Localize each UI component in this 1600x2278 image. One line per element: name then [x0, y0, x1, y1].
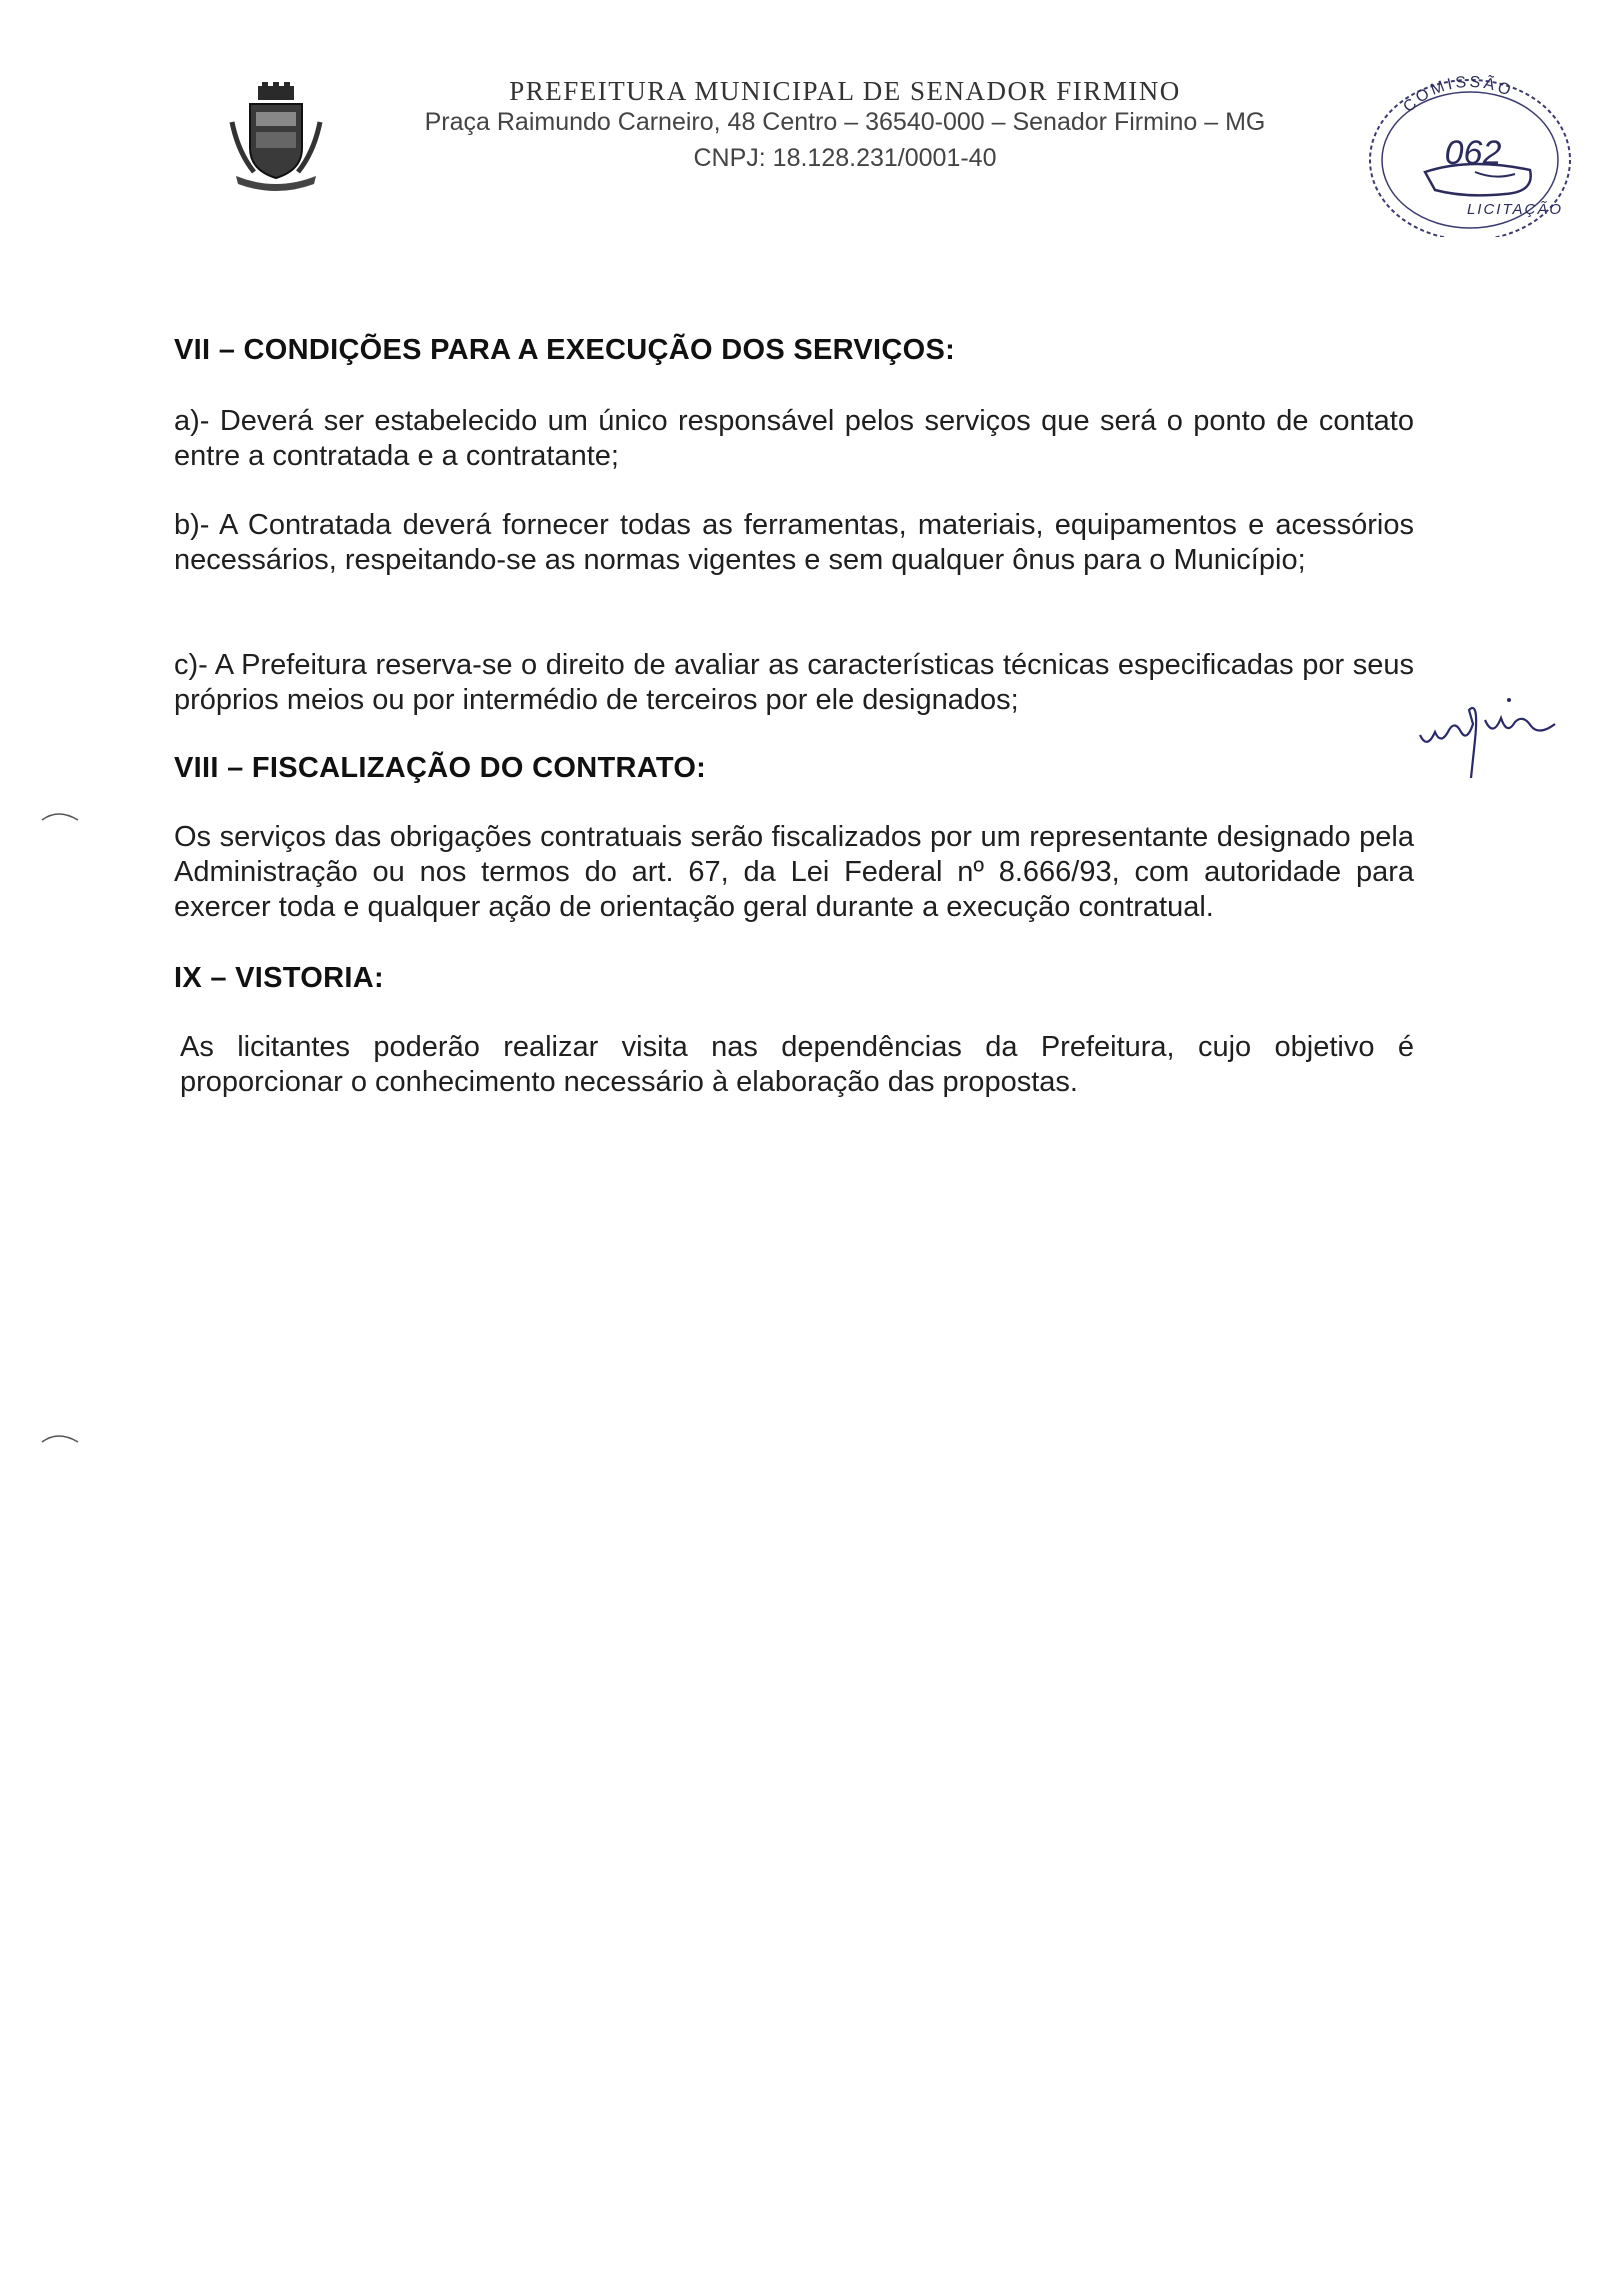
scan-mark: [40, 806, 80, 826]
handwritten-initials: [1415, 680, 1565, 780]
section-heading-vii: VII – CONDIÇÕES PARA A EXECUÇÃO DOS SERVIÇOS:: [174, 334, 956, 366]
paragraph-ix: As licitantes poderão realizar visita nas dependências da Prefeitura, cujo objetivo é proporcionar o conhecimento necessário à elaboração das propostas.: [180, 1031, 1414, 1098]
section-heading-ix: IX – VISTORIA:: [174, 962, 384, 994]
stamp-number: 062: [1444, 134, 1502, 172]
section-heading-viii: VIII – FISCALIZAÇÃO DO CONTRATO:: [174, 752, 707, 784]
stamp-arc-text: COMISSÃO: [1400, 73, 1516, 116]
paragraph-vii-b: b)- A Contratada deverá fornecer todas as ferramentas, materiais, equipamentos e acessórios necessários, respeitando-se as normas vigentes e sem qualquer ônus para o Município;: [174, 509, 1414, 576]
scan-mark: [40, 1428, 80, 1448]
stamp-bottom-text: LICITAÇÃO: [1466, 201, 1564, 218]
paragraph-vii-c: c)- A Prefeitura reserva-se o direito de avaliar as características técnicas especificadas por seus próprios meios ou por intermédio de terceiros por ele designados;: [174, 649, 1414, 716]
paragraph-viii: Os serviços das obrigações contratuais serão fiscalizados por um representante designado pela Administração ou nos termos do art. 67, da Lei Federal nº 8.666/93, com autoridade para exercer toda e qualquer ação de orientação geral durante a execução contratual.: [174, 821, 1414, 923]
svg-text:COMISSÃO: [1400, 72, 1516, 116]
commission-stamp: [1355, 62, 1585, 237]
header-address: Praça Raimundo Carneiro, 48 Centro – 36540-000 – Senador Firmino – MG: [424, 108, 1266, 136]
municipal-crest-icon: [228, 82, 324, 192]
header-organization: PREFEITURA MUNICIPAL DE SENADOR FIRMINO: [509, 76, 1181, 106]
paragraph-vii-a: a)- Deverá ser estabelecido um único responsável pelos serviços que será o ponto de contato entre a contratada e a contratante;: [174, 405, 1414, 472]
header-cnpj: CNPJ: 18.128.231/0001-40: [693, 144, 997, 172]
